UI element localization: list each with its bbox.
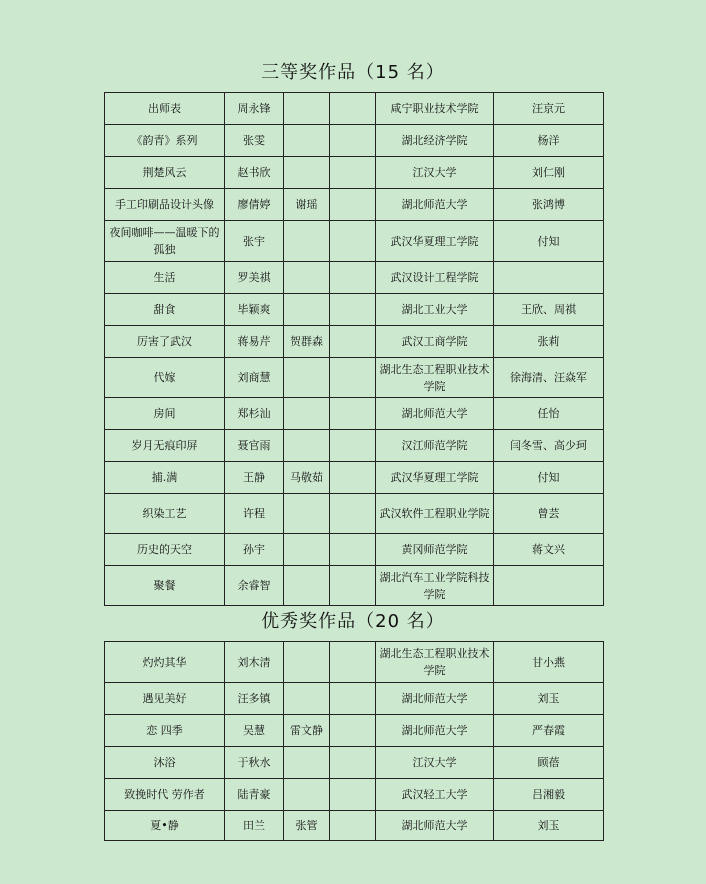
table-row [105,642,604,683]
coauthor-cell: 张管 [284,811,330,841]
school-cell: 湖北汽车工业学院科技学院 [376,566,494,606]
coauthor-cell [284,398,330,430]
work-title-cell: 出师表 [105,93,225,125]
extra-cell [330,683,376,715]
coauthor-cell [284,534,330,566]
advisor-cell: 徐海清、汪焱军 [494,358,604,398]
advisor-cell: 曾芸 [494,494,604,534]
advisor-cell: 刘仁刚 [494,157,604,189]
author-cell: 廖倩婷 [225,189,284,221]
table-row [105,294,604,326]
extra-cell [330,326,376,358]
author-cell: 赵书欣 [225,157,284,189]
excellence-prize-rows [105,642,604,841]
work-title-cell: 捕.满 [105,462,225,494]
coauthor-cell [284,642,330,683]
school-cell: 武汉设计工程学院 [376,262,494,294]
advisor-cell: 汪京元 [494,93,604,125]
extra-cell [330,189,376,221]
author-cell: 张宇 [225,221,284,262]
author-cell: 于秋水 [225,747,284,779]
work-title-cell: 沐浴 [105,747,225,779]
coauthor-cell [284,93,330,125]
work-title-cell: 灼灼其华 [105,642,225,683]
advisor-cell: 刘玉 [494,683,604,715]
work-title-cell: 房间 [105,398,225,430]
advisor-cell: 张莉 [494,326,604,358]
coauthor-cell [284,566,330,606]
extra-cell [330,221,376,262]
school-cell: 湖北经济学院 [376,125,494,157]
table-row [105,157,604,189]
school-cell: 咸宁职业技术学院 [376,93,494,125]
third-prize-table [104,92,604,606]
work-title-cell: 夏•静 [105,811,225,841]
coauthor-cell [284,358,330,398]
advisor-cell: 杨洋 [494,125,604,157]
extra-cell [330,566,376,606]
table-row [105,715,604,747]
school-cell: 湖北师范大学 [376,398,494,430]
extra-cell [330,430,376,462]
advisor-cell: 刘玉 [494,811,604,841]
school-cell: 湖北师范大学 [376,715,494,747]
advisor-cell: 甘小燕 [494,642,604,683]
school-cell: 黄冈师范学院 [376,534,494,566]
table-row [105,398,604,430]
school-cell: 汉江师范学院 [376,430,494,462]
work-title-cell: 恋 四季 [105,715,225,747]
extra-cell [330,262,376,294]
school-cell: 湖北生态工程职业技术学院 [376,358,494,398]
author-cell: 刘木清 [225,642,284,683]
table-row [105,494,604,534]
work-title-cell: 荆楚风云 [105,157,225,189]
extra-cell [330,398,376,430]
excellence-prize-title: 优秀奖作品（20 名） [261,611,445,632]
third-prize-title: 三等奖作品（15 名） [261,62,445,83]
school-cell: 湖北师范大学 [376,811,494,841]
work-title-cell: 织染工艺 [105,494,225,534]
extra-cell [330,294,376,326]
work-title-cell: 历史的天空 [105,534,225,566]
author-cell: 吴慧 [225,715,284,747]
extra-cell [330,534,376,566]
table-row [105,430,604,462]
work-title-cell: 聚餐 [105,566,225,606]
coauthor-cell: 谢瑶 [284,189,330,221]
table-row [105,326,604,358]
third-prize-rows [105,93,604,606]
coauthor-cell [284,430,330,462]
author-cell: 张雯 [225,125,284,157]
coauthor-cell [284,157,330,189]
extra-cell [330,494,376,534]
table-row [105,189,604,221]
coauthor-cell [284,125,330,157]
coauthor-cell: 贺群森 [284,326,330,358]
table-row [105,125,604,157]
excellence-prize-table [104,641,604,841]
author-cell: 罗美祺 [225,262,284,294]
coauthor-cell [284,221,330,262]
work-title-cell: 致挽时代 劳作者 [105,779,225,811]
work-title-cell: 甜食 [105,294,225,326]
author-cell: 刘商慧 [225,358,284,398]
coauthor-cell [284,747,330,779]
advisor-cell: 闫冬雪、高少珂 [494,430,604,462]
author-cell: 聂官雨 [225,430,284,462]
work-title-cell: 夜间咖啡——温暖下的孤独 [105,221,225,262]
extra-cell [330,157,376,189]
school-cell: 湖北师范大学 [376,189,494,221]
author-cell: 汪多镇 [225,683,284,715]
extra-cell [330,715,376,747]
school-cell: 湖北工业大学 [376,294,494,326]
school-cell: 湖北生态工程职业技术学院 [376,642,494,683]
school-cell: 湖北师范大学 [376,683,494,715]
advisor-cell [494,262,604,294]
advisor-cell: 张鸿博 [494,189,604,221]
advisor-cell: 顾蓓 [494,747,604,779]
school-cell: 武汉工商学院 [376,326,494,358]
extra-cell [330,779,376,811]
author-cell: 孙宇 [225,534,284,566]
table-row [105,462,604,494]
table-row [105,683,604,715]
coauthor-cell: 雷文静 [284,715,330,747]
coauthor-cell [284,294,330,326]
extra-cell [330,358,376,398]
author-cell: 毕颖爽 [225,294,284,326]
work-title-cell: 生活 [105,262,225,294]
school-cell: 武汉轻工大学 [376,779,494,811]
advisor-cell: 严春霞 [494,715,604,747]
work-title-cell: 厉害了武汉 [105,326,225,358]
author-cell: 王静 [225,462,284,494]
coauthor-cell [284,262,330,294]
author-cell: 许程 [225,494,284,534]
table-row [105,221,604,262]
coauthor-cell [284,683,330,715]
table-row [105,358,604,398]
work-title-cell: 代嫁 [105,358,225,398]
extra-cell [330,811,376,841]
school-cell: 武汉华夏理工学院 [376,221,494,262]
extra-cell [330,747,376,779]
advisor-cell: 任怡 [494,398,604,430]
author-cell: 余睿智 [225,566,284,606]
author-cell: 陆青豪 [225,779,284,811]
work-title-cell: 遇见美好 [105,683,225,715]
extra-cell [330,462,376,494]
coauthor-cell [284,779,330,811]
table-row [105,566,604,606]
table-row [105,93,604,125]
work-title-cell: 手工印刷品设计头像 [105,189,225,221]
author-cell: 蒋易芹 [225,326,284,358]
advisor-cell: 蒋文兴 [494,534,604,566]
coauthor-cell: 马敬茹 [284,462,330,494]
extra-cell [330,125,376,157]
school-cell: 江汉大学 [376,747,494,779]
advisor-cell: 付知 [494,462,604,494]
work-title-cell: 《韵青》系列 [105,125,225,157]
author-cell: 周永锋 [225,93,284,125]
author-cell: 郑杉汕 [225,398,284,430]
table-row [105,747,604,779]
table-row [105,779,604,811]
school-cell: 武汉软件工程职业学院 [376,494,494,534]
table-row [105,811,604,841]
advisor-cell [494,566,604,606]
extra-cell [330,93,376,125]
school-cell: 江汉大学 [376,157,494,189]
advisor-cell: 吕湘毅 [494,779,604,811]
school-cell: 武汉华夏理工学院 [376,462,494,494]
coauthor-cell [284,494,330,534]
advisor-cell: 王欣、周祺 [494,294,604,326]
work-title-cell: 岁月无痕印屏 [105,430,225,462]
author-cell: 田兰 [225,811,284,841]
table-row [105,534,604,566]
table-row [105,262,604,294]
advisor-cell: 付知 [494,221,604,262]
extra-cell [330,642,376,683]
